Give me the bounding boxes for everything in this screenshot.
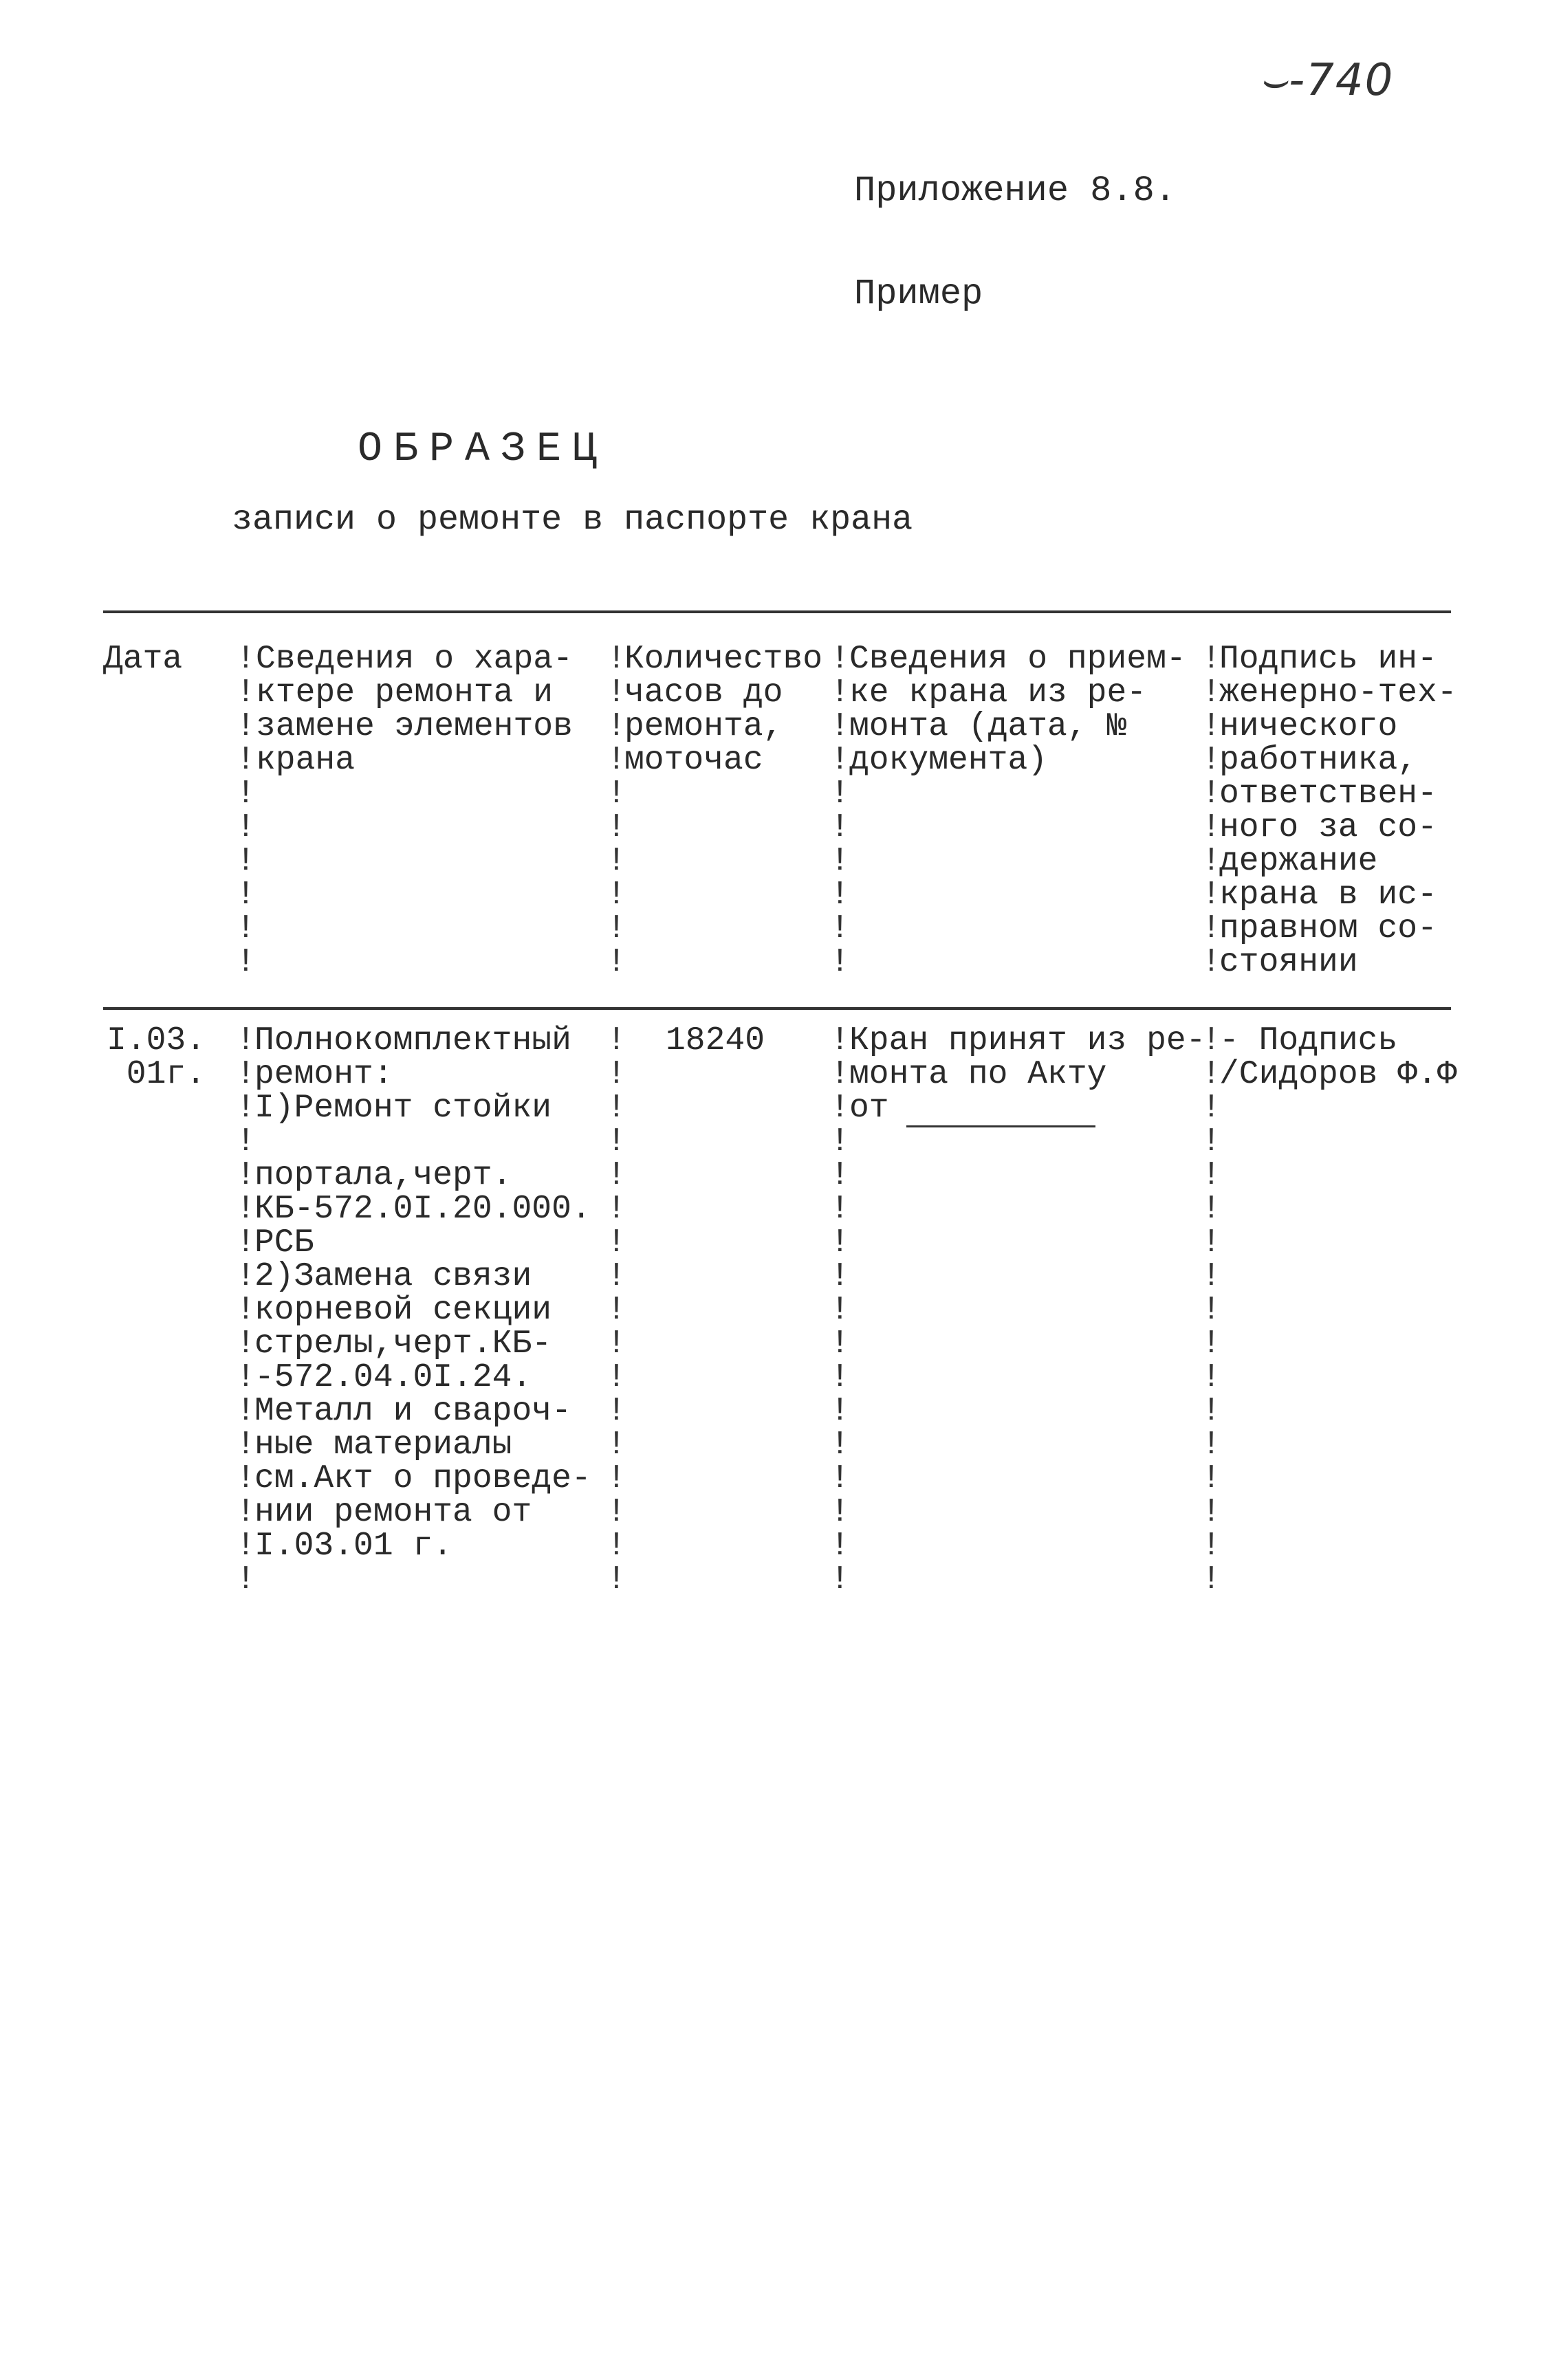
act-date-blank-line xyxy=(906,1125,1095,1127)
table-top-rule xyxy=(103,610,1451,613)
row-signature: - Подпись /Сидоров Ф.Ф xyxy=(1219,1022,1457,1093)
row-separator-3: ! ! ! ! ! ! ! ! ! ! ! ! ! ! ! ! ! xyxy=(830,1022,850,1598)
header-repair-info: Сведения о хара- ктере ремонта и замене элементов крана xyxy=(256,641,573,779)
document-heading: ОБРАЗЕЦ xyxy=(358,426,609,473)
header-bottom-rule xyxy=(103,1007,1451,1010)
row-repair-info: Полнокомплектный ремонт: I)Ремонт стойки портала,черт. КБ-572.0I.20.000. РСБ 2)Замена связи корневой секции стрелы,черт.КБ- -572.04.0I.24. Металл и свароч- ные материалы см.Акт о проведе- нии ремонта от I.03.01 г. xyxy=(254,1022,591,1565)
document-subheading: записи о ремонте в паспорте крана xyxy=(232,500,913,540)
row-separator-1: ! ! ! ! ! ! ! ! ! ! ! ! ! ! ! ! ! xyxy=(236,1022,256,1598)
header-date: Дата xyxy=(103,641,183,678)
header-separator-2: ! ! ! ! ! ! ! ! ! ! xyxy=(607,641,626,981)
header-separator-3: ! ! ! ! ! ! ! ! ! ! xyxy=(830,641,850,981)
header-signature: Подпись ин- женерно-тех- нического работника, ответствен- ного за со- держание крана в ис- правном со- стоянии xyxy=(1219,641,1457,981)
example-label: Пример xyxy=(854,274,983,314)
appendix-label: Приложение 8.8. xyxy=(854,170,1177,211)
header-separator-4: ! ! ! ! ! ! ! ! ! ! xyxy=(1201,641,1221,981)
row-date: I.03. 01г. xyxy=(107,1022,206,1093)
row-hours: 18240 xyxy=(666,1022,765,1059)
row-separator-4: ! ! ! ! ! ! ! ! ! ! ! ! ! ! ! ! ! xyxy=(1201,1022,1221,1598)
header-acceptance: Сведения о прием- ке крана из ре- монта (дата, № документа) xyxy=(849,641,1186,779)
header-separator-1: ! ! ! ! ! ! ! ! ! ! xyxy=(236,641,256,981)
page-number: ⌣-740 xyxy=(1258,55,1395,106)
row-acceptance: Кран принят из ре- монта по Акту от xyxy=(849,1022,1206,1127)
header-hours: Количество часов до ремонта, моточас xyxy=(624,641,823,779)
row-separator-2: ! ! ! ! ! ! ! ! ! ! ! ! ! ! ! ! ! xyxy=(607,1022,626,1598)
